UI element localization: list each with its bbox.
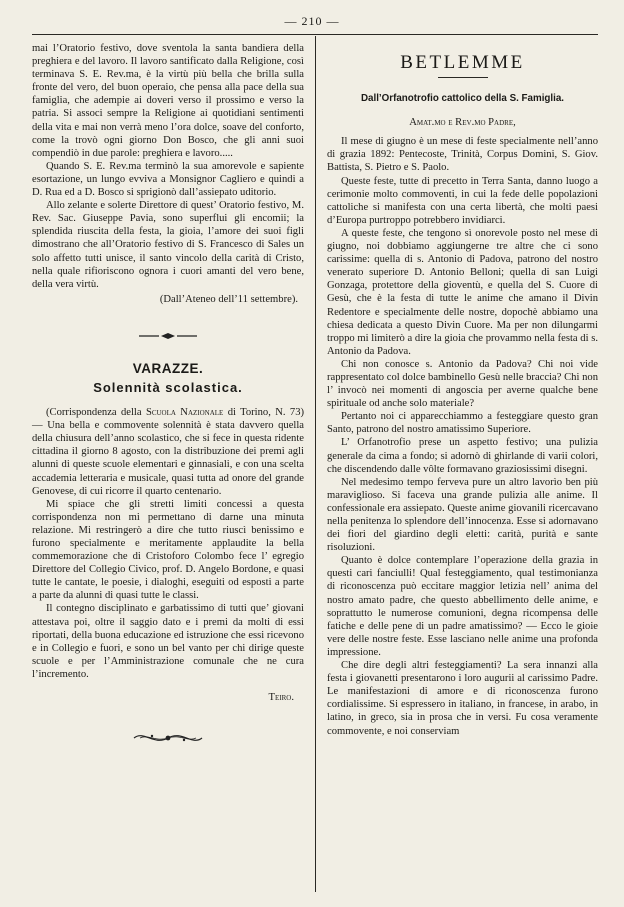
betlemme-paragraph-7: Nel medesimo tempo ferveva pure un altro lavorìo ben più maraviglioso. Si faceva una grande pulizia alle anime. Il confessionale era assiepato. Queste anime giovanili ricercavano nella penitenza lo splendore dell’innocenza. Esse si adornavano dei fiori del giardino degli eletti: carità, purità e sante risoluzioni. (327, 476, 598, 554)
varazze-paragraph-1 (32, 406, 304, 498)
betlemme-paragraph-8: Quanto è dolce contemplare l’operazione della grazia in questi cari fanciulli! Qual festeggiamento, qual testimonianza di riconoscenza può eccitare maggior letizia nell’ anima del nostro amato padre, che questo abbellimento delle anime, e soprattutto le numerose comunioni, degna ricompensa delle fatiche e delle pene di un padre amatissimo? — Ecco le gioie vere delle nostre feste. Esse lasciano nelle anime una profonda impressione. (327, 555, 598, 658)
source-citation: (Dall’Ateneo dell’11 settembre). (159, 293, 298, 305)
varazze-paragraph-2: Mi spiace che gli stretti limiti concessi a questa corrispondenza non mi permettano di darne una minuta relazione. Mi restringerò a dire che tutto riuscì benissimo e furono specialmente e meritamente applaudite la bella commemorazione che di Cristoforo Colombo fece l’ egregio Direttore del Collegio Civico, prof. D. Angelo Bordone, e quasi tutte le cantate, le poesie, i dialoghi, eseguiti od esposti a parte a parte da alunni di quasi tutte le classi. (32, 498, 304, 602)
title-rule (438, 77, 488, 78)
letter-salutation: Amat.mo e Rev.mo Padre, (409, 117, 516, 129)
signature: Teiro. (268, 692, 294, 704)
betlemme-paragraph-3: A queste feste, che tengono sì onorevole posto nel mese di giugno, noi dobbiamo aggiungerne tre altre che ci sono carissime: quella di s. Antonio di Padova, patrono del nostro venerato superiore D. Antonio Belloni; quella di san Luigi Gonzaga, protettore della gioventù, e quella del S. Cuore di Gesù, che è la festa di tutte le anime che amano il Divin Redentore e specialmente delle nostre, dopochè abbiamo una chiesa dedicata a questo Divin Cuore. Ma per non dilungarmi troppo mi limiterò a dire la gioia che provammo nella festa di s. Antonio da Padova. (327, 227, 598, 357)
correspondence-prefix: (Corrispondenza della (46, 407, 142, 419)
section-heading-varazze: VARAZZE. (132, 360, 204, 376)
right-column (327, 42, 598, 738)
column-divider (315, 36, 316, 892)
oratorio-paragraph-3: Allo zelante e solerte Direttore di quest’ Oratorio festivo, M. Rev. Sac. Giuseppe Pavia, sono superflui gli encomii; la splendida riuscita della festa, la gioia, l’amore dei suoi figli dimostrano che all’Oratorio festivo di S. Francesco di Sales un solo affetto tutti unisce, il santo vincolo della carità di Cristo, nella quale rifioriscono ognora i cuori amanti del vero bene, della vera virtù. (32, 200, 304, 290)
left-column (32, 42, 304, 748)
ornament-divider-icon (139, 332, 197, 340)
betlemme-paragraph-9: Che dire degli altri festeggiamenti? La sera innanzi alla festa i giovanetti presentarono i loro augurii al carissimo Padre. Le manifestazioni di amore e di riconoscenza furono cordialissime. Si espressero in italiano, in francese, in arabo, in latino, in greco, sia in prosa che in versi. Fu cosa veramente commovente, e noi conserviam (327, 660, 598, 737)
oratorio-paragraph-2: Quando S. E. Rev.ma terminò la sua amorevole e sapiente esortazione, un lungo evviva a Monsignor Cagliero e quindi a D. Rua ed a D. Bosco si sprigionò dall’assiepato uditorio. (32, 160, 304, 199)
betlemme-paragraph-1: Il mese di giugno è un mese di feste specialmente nell’anno di grazia 1892: Pentecoste, Trinità, Corpus Domini, S. Giov. Battista, S. Pietro e S. Paolo. (327, 136, 598, 174)
school-name: Scuola Nazionale (145, 407, 224, 419)
betlemme-paragraph-5: Pertanto noi ci apparecchiammo a festeggiare questo gran Santo, patrono del nostro amatissimo Superiore. (327, 411, 598, 436)
header-rule (32, 34, 598, 35)
betlemme-paragraph-6: L’ Orfanotrofio prese un aspetto festivo; una pulizia generale da cima a fondo; si adornò di ghirlande di varii colori, che discendendo dalle vôlte formavano graziosissimi disegni. (327, 437, 598, 475)
betlemme-paragraph-2: Queste feste, tutte di precetto in Terra Santa, danno luogo a cerimonie molto commoventi, in cui la fede delle popolazioni cattoliche si manifesta con una certa libertà, che molti paesi d’Europa purtroppo potrebbero invidiarci. (327, 175, 598, 226)
page-number: — 210 — (284, 14, 340, 28)
betlemme-paragraph-4: Chi non conosce s. Antonio da Padova? Chi noi vide rappresentato col dolce bambinello Gesù nelle braccia? Chi non l’ invocò nei momenti di angoscia per averne qualche bene spirituale od anche solo materiale? (327, 358, 598, 410)
varazze-paragraph-3: Il contegno disciplinato e garbatissimo di tutti que’ giovani attestava poi, oltre il saggio dato e i premi da molti di essi riportati, della buona educazione ed istruzione che essi ricevono e in Collegio e fuori, e sono un bel vanto per chi dirige queste scuole e per l’Amministrazione comunale che ne cura l’incremento. (32, 603, 304, 680)
section-heading-betlemme: BETLEMME (400, 52, 525, 73)
oratorio-intro-paragraph: mai l’Oratorio festivo, dove sventola la santa bandiera della preghiera e del lavoro. Il lavoro santificato dalla Religione, così terminava S. E. Rev.ma, è la virtù più bella che brilla sulla fronte del vero, del buon operaio, che pensa alla pace della sua famiglia, che adempie ai doveri verso il prossimo e verso la patria. Si associ sempre la Religione ai quotidiani sentimenti della vita e mai non verrà meno l’ora dolce, soave del conforto, come la trovò ogni giorno Don Bosco, che gli anni suoi compendiò in due parole: preghiera e lavoro..... (32, 43, 304, 159)
section-subtitle-orfanotrofio: Dall’Orfanotrofio cattolico della S. Famiglia. (360, 93, 565, 105)
fleuron-ornament-icon (132, 728, 204, 748)
correspondence-text: di Torino, N. 73) — Una bella e commovente solennità è stata davvero quella della chiusura dell’anno scolastico, che si fece in questa ridente cittadina il giorno 8 agosto, con la distribuzione dei premi agli alunni di queste scuole elementari e ginnasiali, e con una scelta accademia letteraria e musicale, quasi tutta ad onore del grande Genovese, di cui ricorre il quarto centenario. (32, 407, 305, 497)
section-subheading-solennita: Solennità scolastica. (93, 379, 243, 395)
